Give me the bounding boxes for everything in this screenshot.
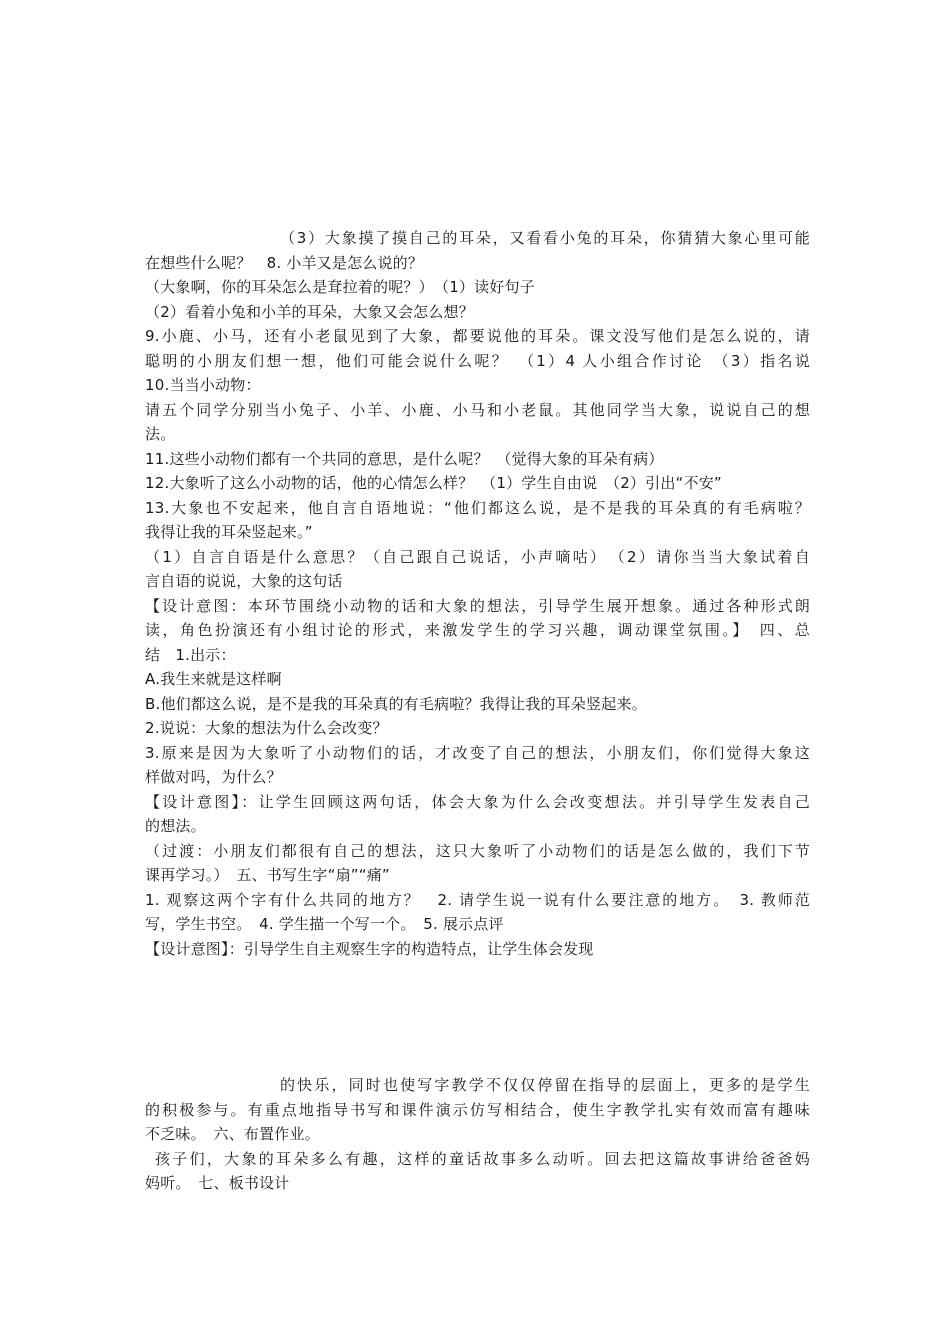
text-line: 2.说说：大象的想法为什么会改变？ <box>145 719 388 737</box>
text-line: 结 1.出示： <box>145 645 236 664</box>
text-line: 在想些什么呢？ 8. 小羊又是怎么说的？ <box>145 253 424 272</box>
text-line: 的想法。 <box>145 817 206 835</box>
text-line: （1）自言自语是什么意思？（自己跟自己说话，小声嘀咕） （2）请你当当大象试着自 <box>145 547 810 566</box>
lesson-plan-section-1 <box>145 226 810 961</box>
text-line: 课再学习。） 五、书写生字“扇”“痛” <box>145 866 390 884</box>
text-line: （大象啊，你的耳朵怎么是耷拉着的呢？） （1）读好句子 <box>145 278 535 296</box>
text-line: （2）看着小兔和小羊的耳朵，大象又会怎么想？ <box>145 302 474 321</box>
text-line: 请五个同学分别当小兔子、小羊、小鹿、小马和小老鼠。其他同学当大象，说说自己的想 <box>145 400 810 419</box>
text-line: 读，角色扮演还有小组讨论的形式，来激发学生的学习兴趣，调动课堂氛围。】 四、总 <box>145 621 810 639</box>
text-line: （3）大象摸了摸自己的耳朵，又看看小兔的耳朵，你猜猜大象心里可能 <box>280 229 810 247</box>
text-line: 3.原来是因为大象听了小动物们的话，才改变了自己的想法，小朋友们，你们觉得大象这 <box>145 743 810 762</box>
text-line: A.我生来就是这样啊 <box>145 670 282 688</box>
design-intent-line: 【设计意图】：让学生回顾这两句话，体会大象为什么会改变想法。并引导学生发表自己 <box>145 792 810 811</box>
text-line: 的积极参与。有重点地指导书写和课件演示仿写相结合，使生字教学扎实有效而富有趣味 <box>145 1100 810 1119</box>
text-line: 11.这些小动物们都有一个共同的意思，是什么呢？ （觉得大象的耳朵有病） <box>145 449 664 468</box>
text-line: 聪明的小朋友们想一想，他们可能会说什么呢？ （1）4 人小组合作讨论 （3）指名说 <box>145 351 810 370</box>
text-line: 12.大象听了这么小动物的话，他的心情怎么样？ （1）学生自由说 （2）引出“不安” <box>145 474 722 492</box>
text-line: 10.当当小动物： <box>145 376 261 394</box>
text-line: （过渡：小朋友们都很有自己的想法，这只大象听了小动物们的话是怎么做的，我们下节 <box>145 841 810 860</box>
text-line: 言自语的说说，大象的这句话 <box>145 572 343 590</box>
text-line: 的快乐，同时也使写字教学不仅仅停留在指导的层面上，更多的是学生 <box>280 1076 810 1094</box>
text-line: 我得让我的耳朵竖起来。” <box>145 523 313 541</box>
text-line: 不乏味。 六、布置作业。 <box>145 1125 320 1143</box>
text-line: 法。 <box>145 425 176 443</box>
text-line: 13.大象也不安起来，他自言自语地说：“他们都这么说，是不是我的耳朵真的有毛病啦？ <box>145 498 810 517</box>
text-line: 1. 观察这两个字有什么共同的地方？ 2. 请学生说一说有什么要注意的地方。 3. 教师范 <box>145 890 810 909</box>
text-line: 妈听。 七、板书设计 <box>145 1174 290 1192</box>
text-line: 写，学生书空。 4. 学生描一个写一个。 5. 展示点评 <box>145 915 504 933</box>
lesson-plan-section-2 <box>145 1073 810 1196</box>
text-line: 样做对吗，为什么？ <box>145 768 282 786</box>
text-line: 9.小鹿、小马，还有小老鼠见到了大象，都要说他的耳朵。课文没写他们是怎么说的，请 <box>145 327 810 345</box>
design-intent-line: 【设计意图】：引导学生自主观察生字的构造特点，让学生体会发现 <box>145 939 594 958</box>
text-line: B.他们都这么说，是不是我的耳朵真的有毛病啦？我得让我的耳朵竖起来。 <box>145 694 647 713</box>
design-intent-line: 【设计意图：本环节围绕小动物的话和大象的想法，引导学生展开想象。通过各种形式朗 <box>145 596 810 615</box>
text-line: 孩子们，大象的耳朵多么有趣，这样的童话故事多么动听。回去把这篇故事讲给爸爸妈 <box>155 1149 810 1168</box>
